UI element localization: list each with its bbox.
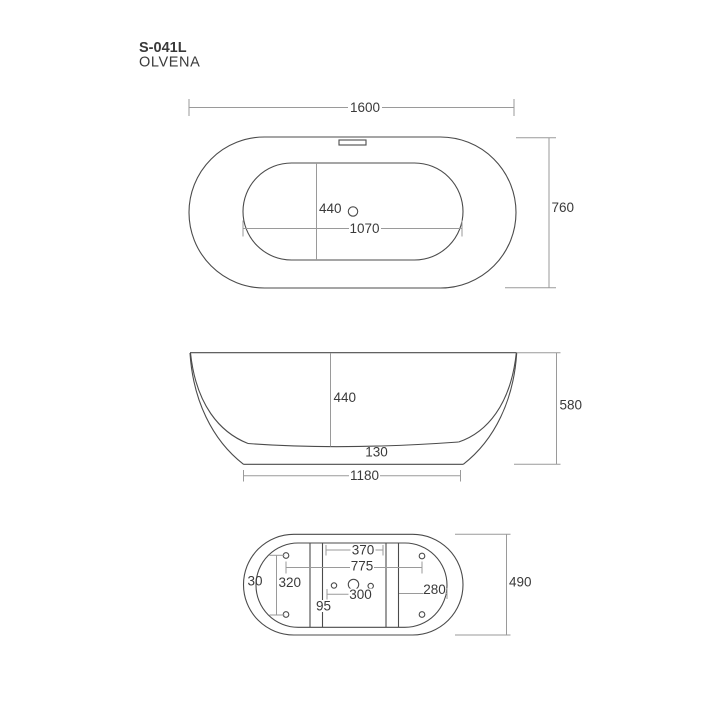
outer-rim-outline xyxy=(189,137,516,288)
dim-inner-depth xyxy=(331,353,357,447)
series-name: OLVENA xyxy=(139,54,201,71)
model-code: S-041L xyxy=(139,40,187,56)
dim-label-300: 300 xyxy=(349,587,372,602)
dim-jet-span xyxy=(327,587,374,602)
title-block xyxy=(139,40,200,71)
dim-overall-length xyxy=(189,99,514,116)
dim-rail-span xyxy=(326,543,383,558)
dim-height xyxy=(514,353,582,465)
front-view xyxy=(190,353,582,483)
dim-base-length xyxy=(244,468,461,483)
dim-overall-width xyxy=(505,138,574,288)
dim-inner-width xyxy=(317,163,342,260)
dim-label-320: 320 xyxy=(278,575,302,590)
fixing-hole-top-right xyxy=(419,553,425,559)
dim-hole-pitch xyxy=(270,555,302,615)
top-view xyxy=(189,99,574,288)
dim-label-30: 30 xyxy=(247,573,263,589)
inner-wall-right xyxy=(459,353,517,442)
overflow-slot xyxy=(339,140,366,145)
dim-label-490: 490 xyxy=(509,574,532,590)
dim-label-370: 370 xyxy=(351,542,375,558)
dim-side-span xyxy=(399,582,447,599)
dim-label-280: 280 xyxy=(423,582,446,597)
inner-wall-left xyxy=(191,353,249,444)
dim-label-440: 440 xyxy=(333,390,357,405)
dim-label-1600: 1600 xyxy=(349,100,381,115)
bottom-view xyxy=(244,534,532,635)
pilot-hole-left xyxy=(331,583,336,588)
outer-wall-left xyxy=(190,353,244,464)
drain-hole xyxy=(348,207,357,216)
base-skirt-edge xyxy=(248,442,459,447)
fixing-hole-bottom-right xyxy=(419,612,425,618)
dim-label-1180: 1180 xyxy=(349,468,380,483)
dim-inner-length xyxy=(243,221,462,237)
dim-label-775: 775 xyxy=(350,558,374,574)
dim-rail-width xyxy=(316,599,332,614)
dim-label-95: 95 xyxy=(315,598,332,614)
dim-label-440: 440 xyxy=(319,201,342,216)
dim-label-760: 760 xyxy=(551,200,575,215)
dim-label-130: 130 xyxy=(365,444,388,460)
dim-label-580: 580 xyxy=(559,397,583,413)
inner-basin-outline xyxy=(243,163,463,260)
dim-hole-span xyxy=(286,559,422,574)
outer-wall-right xyxy=(463,353,516,464)
dim-overall-width-bottom xyxy=(455,534,532,635)
dim-label-1070: 1070 xyxy=(349,221,380,236)
